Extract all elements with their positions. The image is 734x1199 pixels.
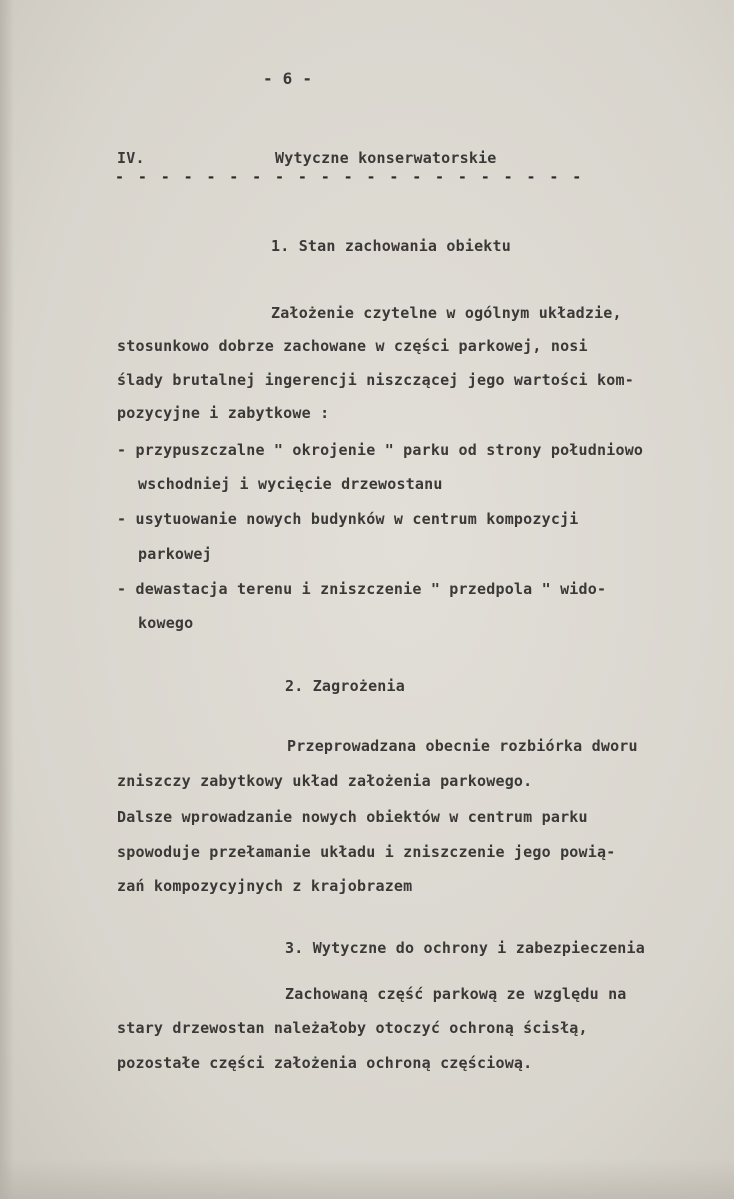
subsection-1-heading: 1. Stan zachowania obiektu bbox=[271, 237, 511, 255]
section-number: IV. bbox=[117, 149, 145, 167]
bullet-continuation: kowego bbox=[138, 614, 194, 632]
paragraph-line: spowoduje przełamanie układu i zniszczenie jego powią- bbox=[117, 843, 616, 861]
paragraph-line: pozycyjne i zabytkowe : bbox=[117, 404, 330, 422]
page-edge-shadow bbox=[0, 0, 14, 1199]
bullet-item: - przypuszczalne " okrojenie " parku od strony południowo bbox=[117, 441, 644, 459]
page-number: - 6 - bbox=[263, 69, 313, 88]
paragraph-line: Zachowaną część parkową ze względu na bbox=[285, 985, 627, 1003]
bullet-continuation: parkowej bbox=[138, 545, 212, 563]
paragraph-line: Założenie czytelne w ogólnym układzie, bbox=[271, 304, 622, 322]
paragraph-line: pozostałe części założenia ochroną częściową. bbox=[117, 1054, 533, 1072]
bullet-item: - dewastacja terenu i zniszczenie " przedpola " wido- bbox=[117, 580, 607, 598]
paragraph-line: stosunkowo dobrze zachowane w części parkowej, nosi bbox=[117, 337, 588, 355]
paragraph-line: ślady brutalnej ingerencji niszczącej jego wartości kom- bbox=[117, 371, 634, 389]
paragraph-line: Przeprowadzana obecnie rozbiórka dworu bbox=[287, 737, 638, 755]
paragraph-line: zań kompozycyjnych z krajobrazem bbox=[117, 877, 413, 895]
page-bottom-edge bbox=[0, 1159, 734, 1199]
bullet-continuation: wschodniej i wycięcie drzewostanu bbox=[138, 475, 443, 493]
section-underline: - - - - - - - - - - - - - - - - - - - - - bbox=[115, 168, 584, 186]
subsection-3-heading: 3. Wytyczne do ochrony i zabezpieczenia bbox=[285, 939, 645, 957]
paragraph-line: zniszczy zabytkowy układ założenia parkowego. bbox=[117, 772, 533, 790]
paragraph-line: stary drzewostan należałoby otoczyć ochroną ścisłą, bbox=[117, 1019, 588, 1037]
section-title: Wytyczne konserwatorskie bbox=[275, 149, 497, 167]
bullet-item: - usytuowanie nowych budynków w centrum kompozycji bbox=[117, 510, 579, 528]
paragraph-line: Dalsze wprowadzanie nowych obiektów w centrum parku bbox=[117, 808, 588, 826]
subsection-2-heading: 2. Zagrożenia bbox=[285, 677, 405, 695]
